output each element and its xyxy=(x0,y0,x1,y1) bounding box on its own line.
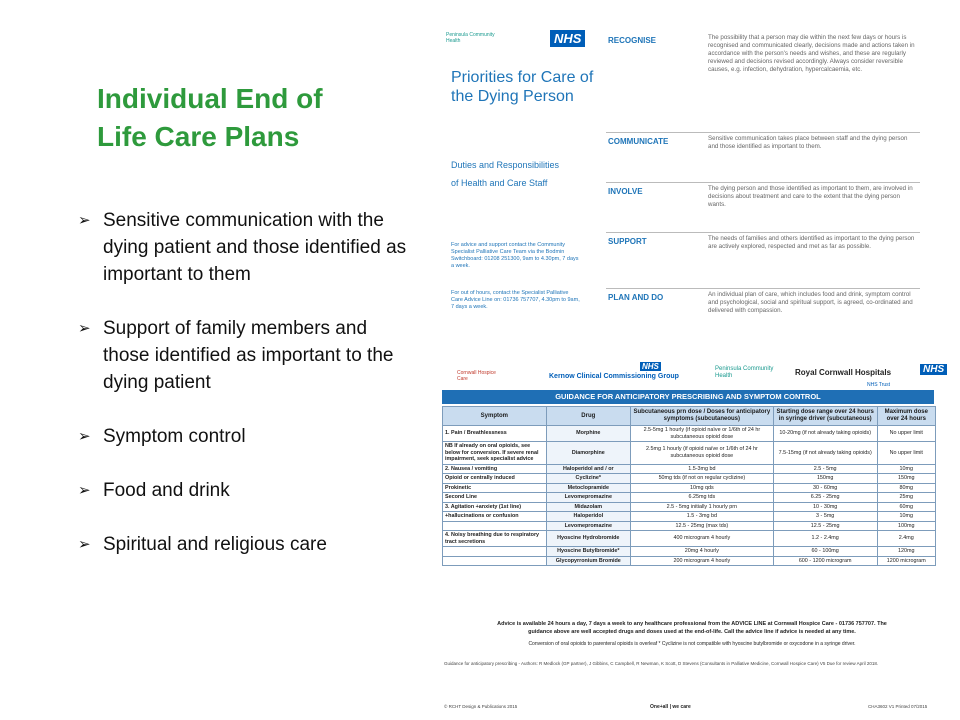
prescribing-table-body xyxy=(443,426,936,566)
leaflet-hours-text: For out of hours, contact the Specialist Palliative Care Advice Line on: 01736 757707, 4.30pm to 9am, 7 days a week. xyxy=(451,290,580,310)
table-cell: 400 microgram 4 hourly xyxy=(630,531,773,547)
table-cell: 1. Pain / Breathlessness xyxy=(443,426,547,442)
nhs-trust-label: NHS Trust xyxy=(867,382,891,388)
priority-row xyxy=(606,232,920,277)
priority-row xyxy=(606,32,920,120)
table-cell: Midazolam xyxy=(546,502,630,512)
copyright-text: © RCHT Design & Publications 2015 xyxy=(444,704,518,709)
table-cell: No upper limit xyxy=(877,442,935,465)
column-header: Symptom xyxy=(443,407,547,426)
table-cell: 10 - 30mg xyxy=(773,502,877,512)
table-cell: Hyoscine Hydrobromide xyxy=(546,531,630,547)
table-row xyxy=(443,464,936,474)
kccg-logo: Kernow Clinical Commissioning Group xyxy=(549,373,679,380)
table-cell: 2.5mg 1 hourly (if opioid naïve or 1/6th of 24 hr subcutaneous opioid dose xyxy=(630,442,773,465)
table-cell: 2.5 - 5mg xyxy=(773,464,877,474)
bullet-text: Spiritual and religious care xyxy=(103,534,327,555)
leaflet-contact-text: For advice and support contact the Community Specialist Palliative Care Team via the Bodmin Switchboard: 01208 251300, 9am to 4.30pm, 7 days a week. xyxy=(451,242,579,269)
table-row xyxy=(443,547,936,557)
table-cell: 3 - 5mg xyxy=(773,512,877,522)
nhs-logo: NHS xyxy=(920,364,947,375)
leaflet-subtitle-line-1: Duties and Responsibilities xyxy=(451,160,560,170)
table-cell xyxy=(443,547,547,557)
anticipatory-prescribing-leaflet-image xyxy=(432,328,945,720)
guidance-banner: GUIDANCE FOR ANTICIPATORY PRESCRIBING AND SYMPTOM CONTROL xyxy=(442,390,934,404)
priority-label: SUPPORT xyxy=(608,237,647,246)
document-code: CHA3602 V1 Printed 07/2015 xyxy=(868,704,928,709)
rch-logo: Royal Cornwall Hospitals xyxy=(795,368,892,377)
table-cell: 6.25 - 25mg xyxy=(773,493,877,503)
table-cell xyxy=(443,556,547,566)
bullet-item xyxy=(78,315,418,396)
priority-row xyxy=(606,288,920,333)
table-cell: Diamorphine xyxy=(546,442,630,465)
table-cell: 10mg xyxy=(877,464,935,474)
table-cell: 100mg xyxy=(877,521,935,531)
table-cell: Glycopyrronium Bromide xyxy=(546,556,630,566)
priority-text: Sensitive communication takes place between staff and the dying person and those identified as important to them. xyxy=(708,135,908,150)
table-cell: 3. Agitation +anxiety (1st line) xyxy=(443,502,547,512)
table-cell: 1.5 - 3mg bd xyxy=(630,512,773,522)
bullet-item xyxy=(78,207,418,288)
priority-text: The needs of families and others identified as important to the dying person are actively explored, respected and met as far as possible. xyxy=(708,235,915,250)
priority-label: INVOLVE xyxy=(608,187,643,196)
arrow-bullet-icon: ➢ xyxy=(78,428,91,445)
table-cell: 12.5 - 25mg xyxy=(773,521,877,531)
table-cell: 12.5 - 25mg (max tds) xyxy=(630,521,773,531)
table-header-row xyxy=(443,407,936,426)
bullet-text: Sensitive communication with the dying patient and those identified as important to them xyxy=(103,210,407,285)
arrow-bullet-icon: ➢ xyxy=(78,482,91,499)
table-cell: Cyclizine* xyxy=(546,474,630,484)
table-row xyxy=(443,502,936,512)
slide-title-line-1: Individual End of xyxy=(97,83,323,114)
prescribing-table xyxy=(442,406,936,566)
table-row xyxy=(443,531,936,547)
table-cell: Haloperidol and / or xyxy=(546,464,630,474)
table-cell: Hyoscine Butylbromide* xyxy=(546,547,630,557)
table-cell: 150mg xyxy=(877,474,935,484)
priority-label: COMMUNICATE xyxy=(608,137,669,146)
arrow-bullet-icon: ➢ xyxy=(78,536,91,553)
column-header: Maximum dose over 24 hours xyxy=(877,407,935,426)
advice-line-text: Advice is available 24 hours a day, 7 days a week to any healthcare professional from the ADVICE LINE at Cornwall Hospice Care - 01736 757707. The guidance above are well accepted drugs and doses used at the end-of-life. Call the advice line if advice is needed at any time. xyxy=(497,621,887,635)
table-cell: 20mg 4 hourly xyxy=(630,547,773,557)
slide-title xyxy=(97,80,397,156)
slide-title-line-2: Life Care Plans xyxy=(97,121,300,152)
table-cell: 150mg xyxy=(773,474,877,484)
column-header: Starting dose range over 24 hours in syringe driver (subcutaneous) xyxy=(773,407,877,426)
table-row xyxy=(443,521,936,531)
bullet-item xyxy=(78,531,418,558)
table-cell: 1.2 - 2.4mg xyxy=(773,531,877,547)
priority-text: The dying person and those identified as important to them, are involved in decisions about treatment and care to the extent that the dying person wants. xyxy=(708,185,913,208)
column-header: Subcutaneous prn dose / Doses for anticipatory symptoms (subcutaneous) xyxy=(630,407,773,426)
table-cell: 4. Noisy breathing due to respiratory tract secretions xyxy=(443,531,547,547)
table-cell: Levomepromazine xyxy=(546,493,630,503)
table-cell: Opioid or centrally induced xyxy=(443,474,547,484)
bullet-text: Support of family members and those identified as important to the dying patient xyxy=(103,318,394,393)
table-cell xyxy=(443,521,547,531)
table-cell: Prokinetic xyxy=(443,483,547,493)
table-cell: 2. Nausea / vomiting xyxy=(443,464,547,474)
table-cell: 2.5-5mg 1 hourly (if opioid naïve or 1/6th of 24 hr subcutaneous opioid dose xyxy=(630,426,773,442)
table-cell: 2.5 - 5mg initially 1 hourly prn xyxy=(630,502,773,512)
table-cell: No upper limit xyxy=(877,426,935,442)
column-header: Drug xyxy=(546,407,630,426)
table-cell: 60mg xyxy=(877,502,935,512)
bullet-list xyxy=(78,207,418,585)
table-row xyxy=(443,474,936,484)
table-cell: 6.25mg tds xyxy=(630,493,773,503)
bullet-item xyxy=(78,477,418,504)
table-cell: 10-20mg (if not already taking opioids) xyxy=(773,426,877,442)
leaflet-title: Priorities for Care of the Dying Person xyxy=(451,69,594,105)
priority-row xyxy=(606,182,920,227)
authors-note: Guidance for anticipatory prescribing - Authors: R Medlock (GP partner), J Gibbins, C Campbell, R Newman, K Scott, D Stevens (Consultants in Palliative Medicine, Cornwall Hospice Care) V5 Due for review April 2018. xyxy=(444,661,879,666)
table-cell: 1200 microgram xyxy=(877,556,935,566)
nhs-logo: NHS xyxy=(642,362,659,371)
table-cell: Haloperidol xyxy=(546,512,630,522)
table-cell: NB If already on oral opioids, see below for conversion. If severe renal impairment, seek specialist advice xyxy=(443,442,547,465)
table-cell: 10mg qds xyxy=(630,483,773,493)
table-cell: 120mg xyxy=(877,547,935,557)
arrow-bullet-icon: ➢ xyxy=(78,212,91,229)
table-cell: Second Line xyxy=(443,493,547,503)
priority-text: The possibility that a person may die within the next few days or hours is recognised and communicated clearly, decisions made and actions taken in accordance with the person's needs and wishes, and these are regularly reviewed and decisions revised accordingly. Always consider reversible causes, e.g. infection, dehydration, hypercalcaemia, etc. xyxy=(708,34,915,73)
table-cell: 7.5-15mg (if not already taking opioids) xyxy=(773,442,877,465)
priorities-leaflet-image xyxy=(432,18,920,330)
table-cell: Levomepromazine xyxy=(546,521,630,531)
leaflet-subtitle-line-2: of Health and Care Staff xyxy=(451,178,548,188)
priority-text: An individual plan of care, which includes food and drink, symptom control and psychological, social and spiritual support, is agreed, co-ordinated and delivered with compassion. xyxy=(708,291,913,314)
arrow-bullet-icon: ➢ xyxy=(78,320,91,337)
table-row xyxy=(443,493,936,503)
peninsula-logo: Peninsula Community Health xyxy=(715,366,774,379)
nhs-logo: NHS xyxy=(550,30,585,47)
table-cell: 50mg tds (if not on regular cyclizine) xyxy=(630,474,773,484)
table-cell: 25mg xyxy=(877,493,935,503)
table-cell: 60 - 100mg xyxy=(773,547,877,557)
table-row xyxy=(443,426,936,442)
bullet-text: Symptom control xyxy=(103,426,246,447)
conversion-note: Conversion of oral opioids to parenteral opioids is overleaf * Cyclizine is not compatible with hyoscine butylbromide or oxycodone in a syringe driver. xyxy=(528,641,856,647)
leaflet-subtitle xyxy=(451,156,601,192)
hospice-logo: Cornwall Hospice Care xyxy=(457,370,496,382)
table-cell: 2.4mg xyxy=(877,531,935,547)
table-row xyxy=(443,556,936,566)
table-cell: 30 - 60mg xyxy=(773,483,877,493)
table-row xyxy=(443,442,936,465)
peninsula-logo: Peninsula Community Health xyxy=(446,32,495,44)
bullet-text: Food and drink xyxy=(103,480,230,501)
table-cell: 600 - 1200 microgram xyxy=(773,556,877,566)
priority-row xyxy=(606,132,920,177)
priority-label: PLAN AND DO xyxy=(608,293,664,302)
table-cell: Morphine xyxy=(546,426,630,442)
one-all-logo: One+all | we care xyxy=(650,704,691,710)
priority-label: RECOGNISE xyxy=(608,36,657,45)
table-row xyxy=(443,483,936,493)
table-cell: 80mg xyxy=(877,483,935,493)
table-cell: +hallucinations or confusion xyxy=(443,512,547,522)
table-cell: 10mg xyxy=(877,512,935,522)
table-row xyxy=(443,512,936,522)
table-cell: 200 microgram 4 hourly xyxy=(630,556,773,566)
table-cell: Metoclopramide xyxy=(546,483,630,493)
table-cell: 1.5-3mg bd xyxy=(630,464,773,474)
bullet-item xyxy=(78,423,418,450)
